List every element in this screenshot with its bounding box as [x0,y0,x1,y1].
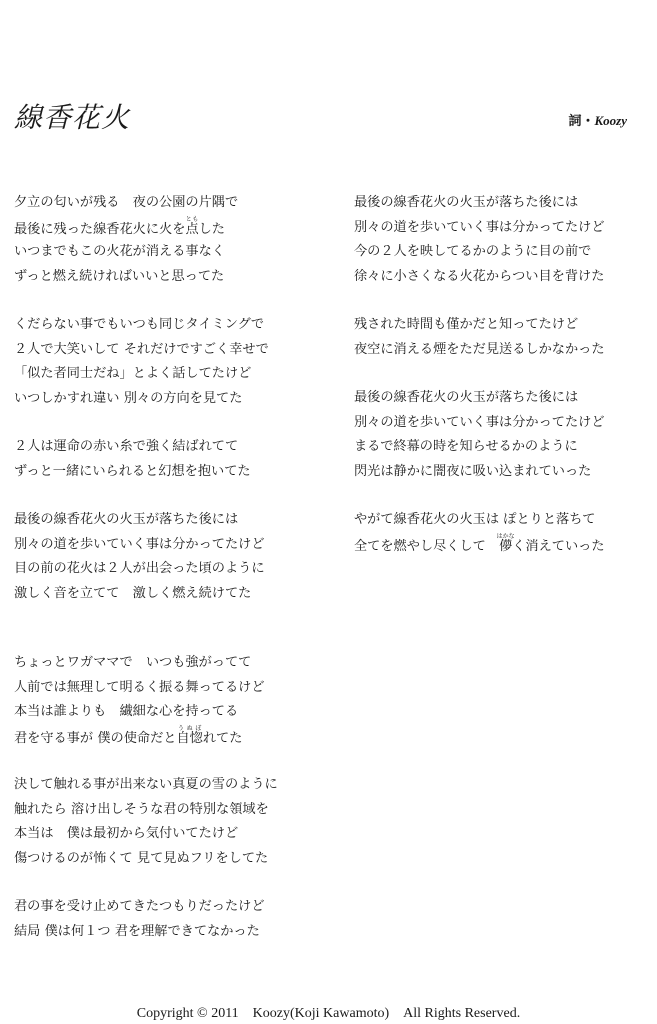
lyric-line [354,533,644,558]
lyric-line: 夜空に消える煙をただ見送るしかなかった [354,341,605,357]
lyric-line: 決して触れる事が出来ない真夏の雪のように [14,777,278,792]
lyric-line: いつまでもこの火花が消える事なく [14,244,225,259]
lyrics-stanza [14,508,314,606]
lyric-line: 最後の線香花火の火玉が落ちた後には [354,195,579,210]
lyrics-stanza [14,895,314,944]
lyric-line: 最後の線香花火の火玉が落ちた後には [354,390,579,405]
lyric-line: 閃光は静かに闇夜に吸い込まれていった [354,463,592,479]
lyric-line: やがて線香花火の火玉は ぽとりと落ちて [354,512,596,527]
furigana-base: 自惚 [176,730,203,746]
lyric-line: 徐々に小さくなる火花からつい目を背けた [354,268,605,284]
furigana-reading: うぬぼ [176,724,203,732]
lyric-line [14,216,314,241]
lyricist-name: Koozy [594,113,627,128]
lyricist-credit [568,110,627,129]
lyric-line: いつしかすれ違い 別々の方向を見てた [14,390,243,406]
lyrics-stanza [14,435,314,484]
furigana-base: 儚 [496,538,515,554]
credit-prefix: 詞・ [568,114,595,129]
lyric-line: ２人で大笑いして それだけですごく幸せで [14,341,269,357]
lyric-line: 最後の線香花火の火玉が落ちた後には [14,512,239,527]
lyric-text: れてた [202,730,243,746]
lyric-line: 目の前の花火は２人が出会った頃のように [14,561,265,576]
lyric-text: く消えていった [512,538,605,554]
lyric-line: ちょっとワガママで いつも強がってて [14,655,252,670]
lyric-line: 君の事を受け止めてきたつもりだったけど [14,899,265,914]
lyric-line: 人前では無理して明るく振る舞ってるけど [14,679,265,695]
lyric-line: 別々の道を歩いていく事は分かってたけど [354,219,605,235]
lyrics-stanza [14,651,314,749]
lyric-line: まるで終幕の時を知らせるかのように [354,439,578,454]
furigana-word [185,215,199,237]
lyric-line: 激しく音を立てて 激しく燃え続けてた [14,585,252,601]
lyric-line: 本当は 僕は最初から気付いてたけど [14,826,239,841]
lyrics-stanza [14,773,314,871]
lyrics-stanza [14,313,314,411]
furigana-reading: はかな [496,532,515,540]
lyric-line: 別々の道を歩いていく事は分かってたけど [14,536,265,552]
song-title: 線香花火 [14,101,131,134]
lyric-line: 結局 僕は何１つ 君を理解できてなかった [14,923,260,939]
lyric-line: 残された時間も僅かだと知ってたけど [354,317,579,332]
lyric-line: ずっと一緒にいられると幻想を抱いてた [14,463,251,479]
furigana-word [176,724,203,746]
lyric-line: 傷つけるのが怖くて 見て見ぬフリをしてた [14,850,269,866]
furigana-reading: とも [185,215,199,223]
lyrics-right-column [354,191,644,581]
lyric-line: 別々の道を歩いていく事は分かってたけど [354,414,605,430]
lyric-line: ２人は運命の赤い糸で強く結ばれてて [14,439,239,454]
lyrics-stanza [354,386,644,484]
lyric-text: 君を守る事が 僕の使命だと [14,730,177,746]
lyric-line: 触れたら 溶け出しそうな君の特別な領域を [14,801,269,817]
lyric-text: した [198,221,225,237]
lyrics-stanza [354,313,644,362]
lyrics-left-column [14,191,314,968]
copyright-footer: Copyright © 2011 Koozy(Koji Kawamoto) All Rights Reserved. [136,1006,521,1021]
lyrics-stanza [354,508,644,557]
lyric-text: 全てを燃やし尽くして [354,538,500,554]
lyric-text: 最後に残った線香花火に火を [14,221,186,237]
lyric-line: 「似た者同士だね」とよく話してたけど [14,366,252,381]
lyric-line [14,725,314,750]
lyric-line: 夕立の匂いが残る 夜の公園の片隅で [14,195,239,210]
lyrics-stanza [354,191,644,289]
furigana-word [496,532,515,554]
lyrics-stanza [14,191,314,289]
lyric-line: くだらない事でもいつも同じタイミングで [14,317,265,332]
lyric-line: 今の２人を映してるかのように目の前で [354,244,592,259]
lyric-line: 本当は誰よりも 繊細な心を持ってる [14,704,239,719]
furigana-base: 点 [185,221,199,237]
lyric-line: ずっと燃え続ければいいと思ってた [14,268,225,284]
